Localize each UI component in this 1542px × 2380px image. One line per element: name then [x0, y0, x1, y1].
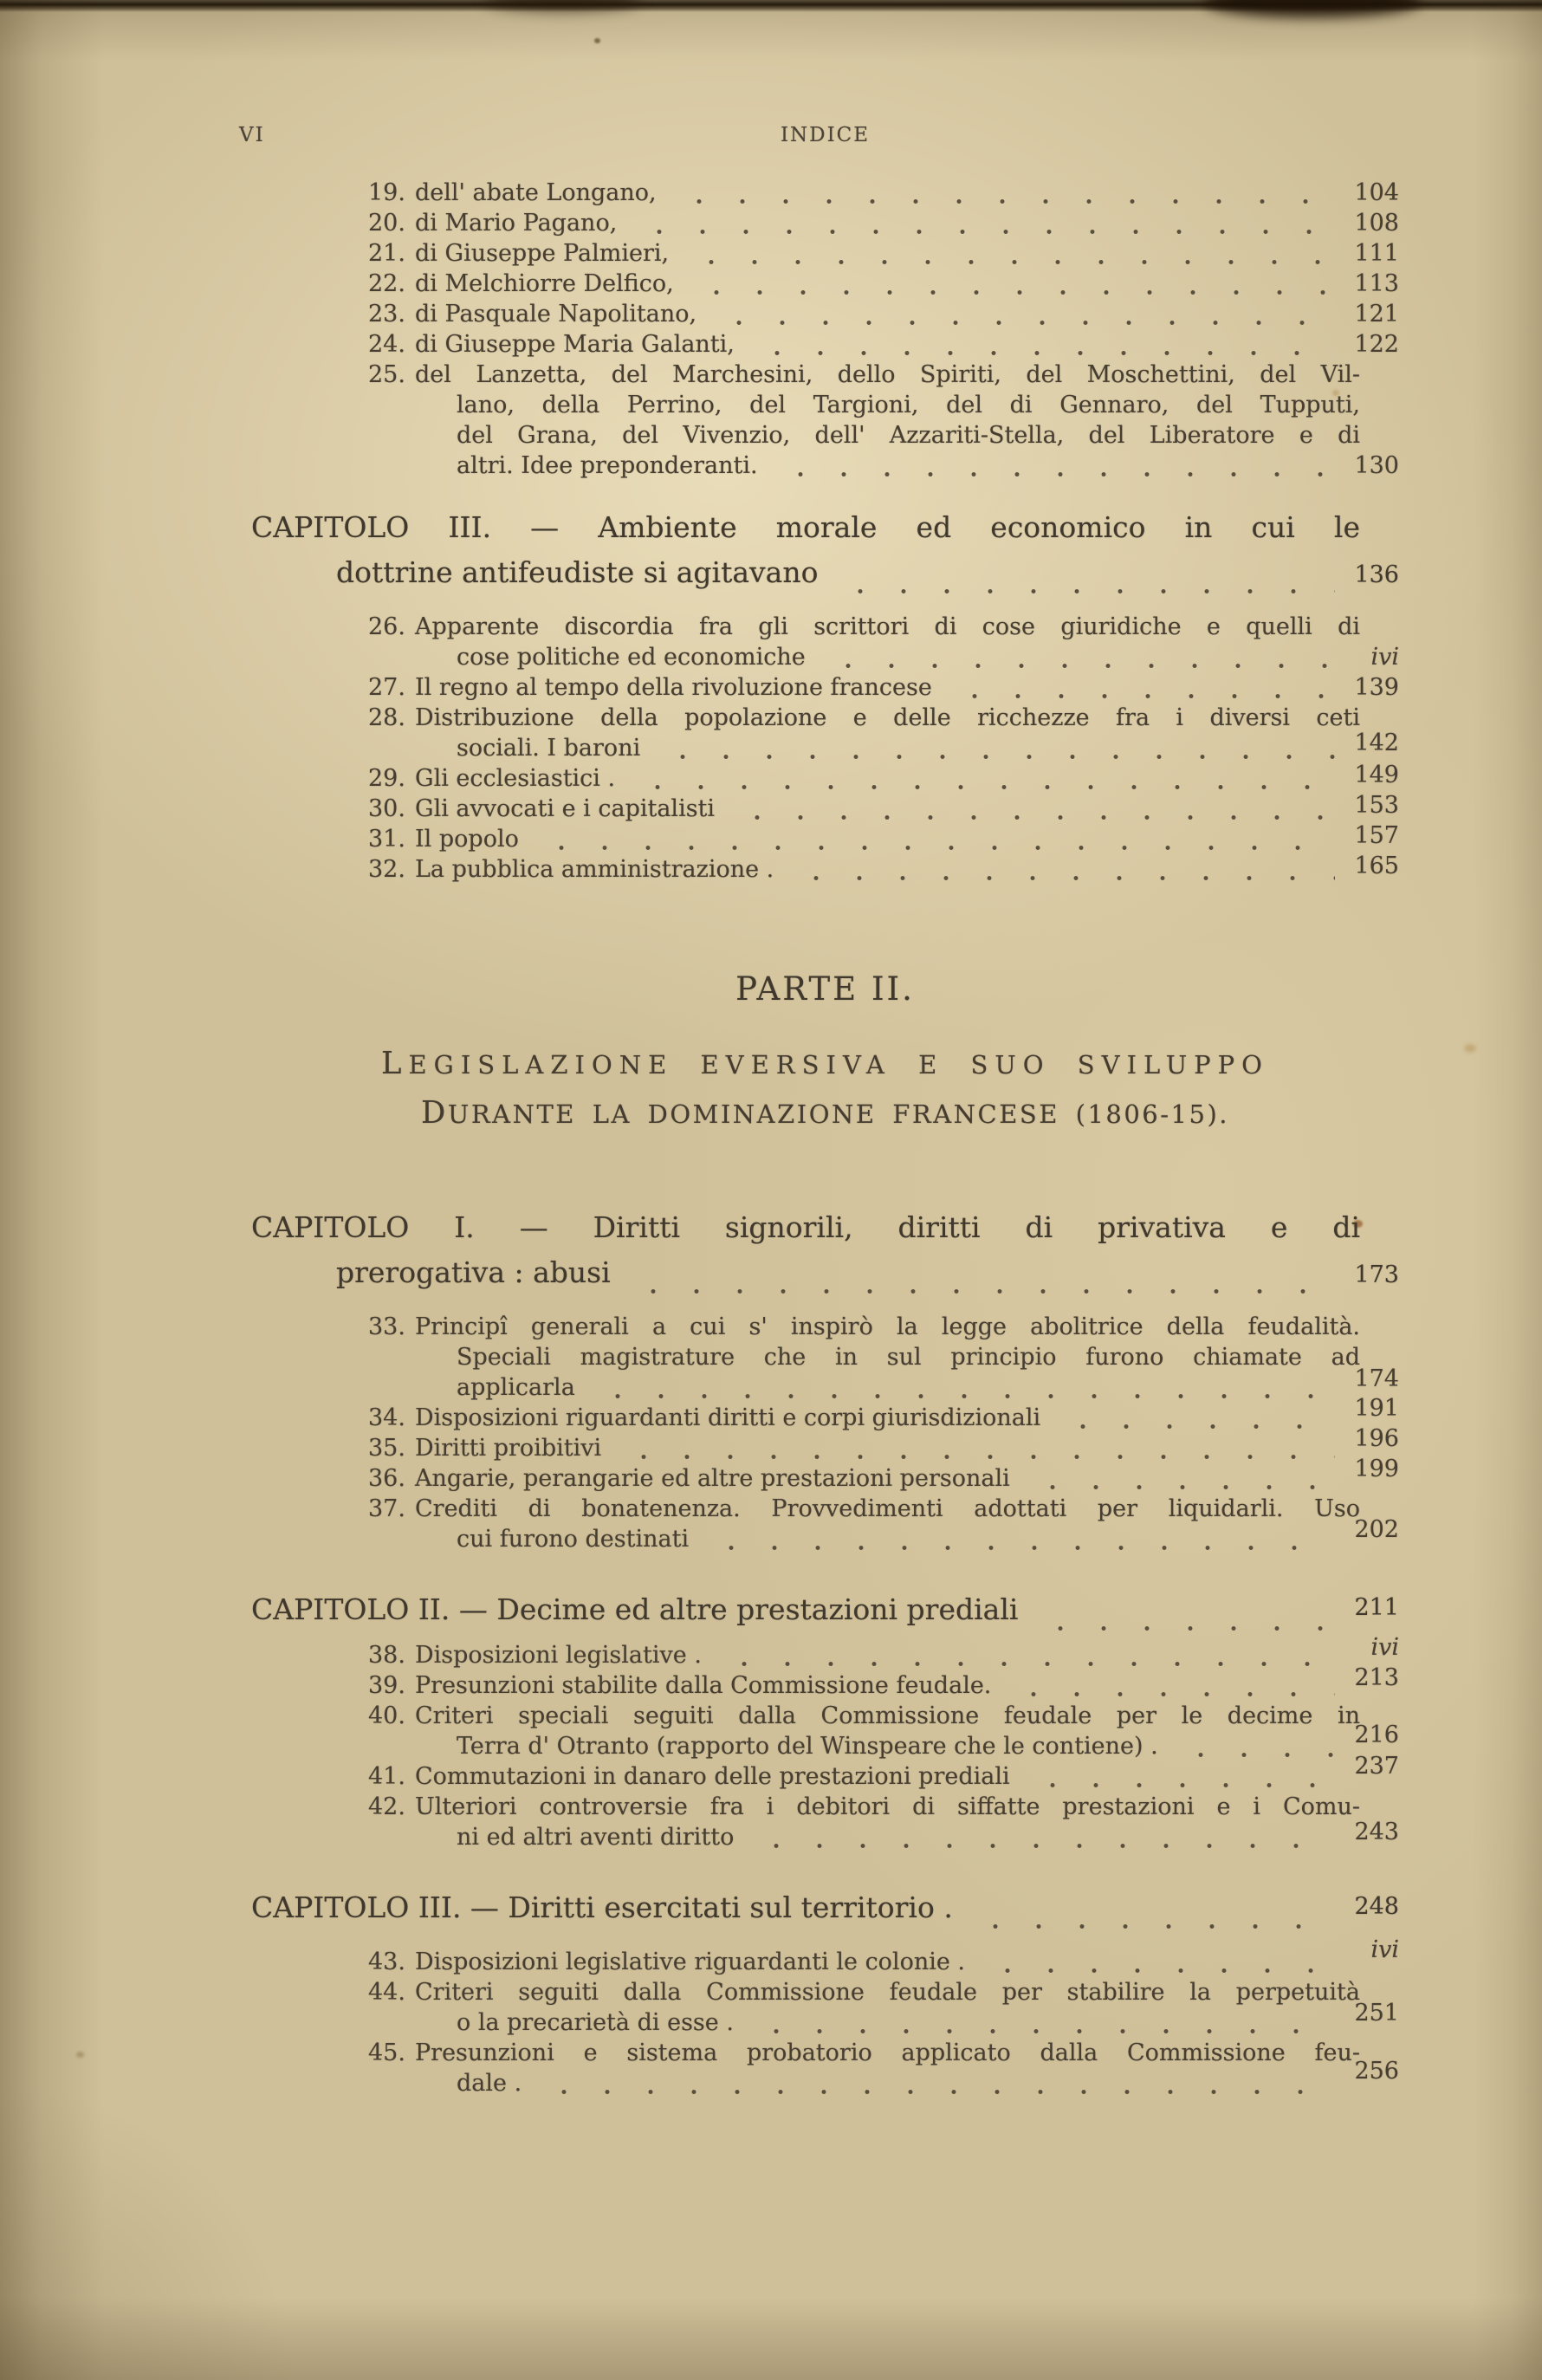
toc-entry — [251, 703, 1399, 733]
dot-leader — [1012, 1690, 1335, 1698]
entry-text: Crediti di bonatenenza. Provvedimenti adottati per liquidarli. Uso — [415, 1495, 1360, 1522]
toc-entry — [251, 612, 1399, 642]
chapter-title: CAPITOLO II. — Decime ed altre prestazioni prediali — [251, 1592, 1019, 1626]
page-number: 139 — [1354, 674, 1399, 701]
chapter-title: CAPITOLO I. — Diritti signorili, diritti di privativa e di — [251, 1210, 1360, 1244]
toc-entry — [251, 2038, 1399, 2068]
entry-text: di Mario Pagano, — [415, 210, 618, 237]
dot-leader — [636, 783, 1335, 791]
page-number: 216 — [1354, 1722, 1399, 1748]
dot-leader — [755, 1842, 1335, 1850]
entry-number: 22. — [368, 270, 405, 297]
page-number: 174 — [1354, 1365, 1399, 1392]
toc-entry — [251, 1792, 1399, 1822]
dot-leader — [839, 587, 1335, 595]
dot-leader — [1061, 1423, 1335, 1430]
page-number: 136 — [1354, 561, 1399, 588]
entry-text: Il regno al tempo della rivoluzione francese — [415, 674, 932, 701]
page-number: 121 — [1354, 301, 1399, 327]
toc — [251, 178, 1399, 2098]
entry-number: 28. — [368, 704, 405, 731]
dot-leader — [953, 692, 1335, 700]
dot-leader — [1031, 1781, 1335, 1789]
toc-cont — [251, 2000, 1399, 2038]
entry-number: 36. — [368, 1465, 405, 1492]
entry-text: Diritti proibitivi — [415, 1435, 602, 1462]
running-title: INDICE — [780, 124, 871, 146]
toc-entry — [251, 1977, 1399, 2007]
entry-text: Ulteriori controversie fra i debitori di siffatte prestazioni e i Comu- — [415, 1793, 1360, 1820]
toc-cont — [251, 1722, 1399, 1761]
toc-entry — [251, 1456, 1399, 1494]
toc-cont — [251, 390, 1399, 420]
entry-number: 35. — [368, 1435, 405, 1462]
toc-cont — [251, 1819, 1399, 1852]
entry-text: Gli ecclesiastici . — [415, 765, 616, 792]
dot-leader — [779, 470, 1335, 478]
entry-text: altri. Idee preponderanti. — [457, 452, 758, 479]
entry-text: Gli avvocati e i capitalisti — [415, 795, 716, 822]
page-number: ivi — [1370, 1936, 1399, 1963]
page-number: 142 — [1354, 730, 1399, 756]
toc-cont — [251, 1342, 1399, 1372]
dot-leader — [632, 1287, 1335, 1295]
entry-number: 40. — [368, 1702, 405, 1729]
toc-entry — [251, 1312, 1399, 1342]
page-edge-stain-top-right — [1204, 0, 1421, 17]
toc-entry — [251, 299, 1399, 329]
page-number: 104 — [1354, 179, 1399, 206]
toc-entry — [251, 672, 1399, 703]
toc-cont — [251, 730, 1399, 763]
entry-text: Disposizioni riguardanti diritti e corpi giurisdizionali — [415, 1404, 1041, 1431]
entry-text: Principî generali a cui s' inspirò la legge abolitrice della feudalità. — [415, 1313, 1360, 1340]
toc-chapter — [251, 1205, 1399, 1250]
entry-text: cose politiche ed economiche — [457, 644, 806, 671]
page-number: 153 — [1354, 792, 1399, 819]
entry-number: 34. — [368, 1404, 405, 1431]
toc-cont — [251, 420, 1399, 451]
dot-leader — [826, 662, 1335, 670]
page-number: 122 — [1354, 331, 1399, 358]
foxing-speck — [594, 38, 600, 43]
entry-text: dale . — [457, 2070, 522, 2097]
entry-text: applicarla — [457, 1374, 575, 1401]
entry-number: 25. — [368, 361, 405, 388]
folio-number: VI — [239, 124, 265, 146]
toc-entry — [251, 1425, 1399, 1463]
entry-text: di Melchiorre Delfico, — [415, 270, 674, 297]
dot-leader — [596, 1392, 1335, 1400]
page-number: 251 — [1354, 2000, 1399, 2027]
entry-number: 33. — [368, 1313, 405, 1340]
toc-chapter-cont — [251, 550, 1399, 598]
page-number: 248 — [1354, 1893, 1399, 1920]
page-number: 149 — [1354, 762, 1399, 788]
dot-leader — [695, 289, 1335, 296]
entry-number: 32. — [368, 856, 405, 883]
page-number: ivi — [1370, 1634, 1399, 1661]
entry-text: Presunzioni e sistema probatorio applicato dalla Commissione feu- — [415, 2040, 1360, 2066]
page-number: 113 — [1354, 270, 1399, 297]
dot-leader — [622, 1453, 1335, 1461]
entry-text: del Grana, del Vivenzio, dell' Azzariti-Stella, del Liberatore e di — [457, 422, 1360, 449]
dot-leader — [794, 874, 1335, 882]
toc-part-heading: PARTE II. — [735, 970, 915, 1008]
entry-number: 26. — [368, 613, 405, 640]
dot-leader — [542, 2088, 1335, 2096]
entry-number: 23. — [368, 301, 405, 327]
dot-leader — [638, 228, 1335, 236]
entry-text: di Pasquale Napolitano, — [415, 301, 697, 327]
page-number: 196 — [1354, 1425, 1399, 1452]
toc-chapter — [251, 505, 1399, 550]
dot-leader — [735, 814, 1335, 821]
dot-leader — [986, 1967, 1335, 1975]
page-number: 211 — [1354, 1594, 1399, 1621]
entry-text: ni ed altri aventi diritto — [457, 1824, 735, 1851]
toc-entry — [251, 269, 1399, 299]
entry-text: dell' abate Longano, — [415, 179, 657, 206]
dot-leader — [1179, 1751, 1335, 1759]
entry-text: Criteri seguiti dalla Commissione feudale per stabilire la perpetuità — [415, 1979, 1360, 2006]
entry-number: 24. — [368, 331, 405, 358]
toc-entry — [251, 1701, 1399, 1731]
toc-entry — [251, 238, 1399, 269]
toc-entry — [251, 1936, 1399, 1977]
entry-number: 44. — [368, 1979, 405, 2006]
entry-number: 45. — [368, 2040, 405, 2066]
dot-leader — [755, 349, 1335, 357]
entry-text: Disposizioni legislative riguardanti le colonie . — [415, 1949, 966, 1975]
toc-entry — [251, 208, 1399, 238]
page-number: 173 — [1354, 1261, 1399, 1288]
entry-text: lano, della Perrino, del Targioni, del di Gennaro, del Tupputi, — [457, 392, 1360, 418]
entry-text: Speciali magistrature che in sul principio furono chiamate ad — [457, 1344, 1360, 1371]
toc-entry — [251, 1634, 1399, 1670]
entry-number: 20. — [368, 210, 405, 237]
entry-number: 31. — [368, 826, 405, 853]
page-number: 108 — [1354, 210, 1399, 237]
toc-chapter — [251, 1587, 1399, 1635]
dot-leader — [1031, 1483, 1335, 1491]
toc-cont — [251, 1365, 1399, 1403]
toc-entry — [251, 794, 1399, 824]
dot-leader — [717, 319, 1335, 327]
dot-leader — [661, 753, 1335, 761]
entry-number: 37. — [368, 1495, 405, 1522]
page-number: 157 — [1354, 822, 1399, 849]
entry-text: di Giuseppe Palmieri, — [415, 240, 670, 267]
toc-entry — [251, 1753, 1399, 1792]
dot-leader — [709, 1544, 1335, 1552]
toc-cont — [251, 451, 1399, 481]
page-number: 111 — [1354, 240, 1399, 267]
page-number: 130 — [1354, 452, 1399, 479]
chapter-title: prerogativa : abusi — [336, 1255, 611, 1289]
toc-cont — [251, 642, 1399, 672]
entry-text: o la precarietà di esse . — [457, 2009, 734, 2036]
entry-text: Il popolo — [415, 826, 519, 853]
dot-leader — [755, 2027, 1335, 2035]
page-number: 237 — [1354, 1753, 1399, 1780]
page-number: ivi — [1370, 644, 1399, 671]
entry-number: 21. — [368, 240, 405, 267]
toc-entry — [251, 854, 1399, 885]
entry-text: La pubblica amministrazione . — [415, 856, 774, 883]
toc-entry — [251, 1395, 1399, 1433]
dot-leader — [690, 258, 1335, 266]
entry-text: cui furono destinati — [457, 1526, 690, 1553]
toc-cont — [251, 1516, 1399, 1554]
entry-number: 39. — [368, 1672, 405, 1699]
page-number: 199 — [1354, 1456, 1399, 1482]
entry-text: Terra d' Otranto (rapporto del Winspeare che le contiene) . — [457, 1733, 1158, 1760]
entry-text: di Giuseppe Maria Galanti, — [415, 331, 735, 358]
page-number: 256 — [1354, 2058, 1399, 2085]
toc-entry — [251, 1664, 1399, 1701]
dot-leader — [1039, 1624, 1335, 1632]
toc-part-subtitle2: DURANTE LA DOMINAZIONE FRANCESE (1806-15). — [421, 1095, 1229, 1131]
toc-entry — [251, 1494, 1399, 1524]
entry-number: 38. — [368, 1642, 405, 1669]
entry-text: sociali. I baroni — [457, 735, 641, 762]
chapter-title: CAPITOLO III. — Ambiente morale ed economico in cui le — [251, 510, 1360, 544]
entry-number: 29. — [368, 765, 405, 792]
entry-text: Distribuzione della popolazione e delle ricchezze fra i diversi ceti — [415, 704, 1360, 731]
entry-text: Presunzioni stabilite dalla Commissione feudale. — [415, 1672, 992, 1699]
entry-text: Angarie, perangarie ed altre prestazioni personali — [415, 1465, 1010, 1492]
dot-leader — [677, 198, 1335, 205]
dot-leader — [722, 1660, 1335, 1668]
toc-entry — [251, 763, 1399, 794]
entry-text: Criteri speciali seguiti dalla Commissione feudale per le decime in — [415, 1702, 1360, 1729]
page-number: 202 — [1354, 1516, 1399, 1543]
entry-text: Apparente discordia fra gli scrittori di cose giuridiche e quelli di — [415, 613, 1360, 640]
entry-number: 27. — [368, 674, 405, 701]
page-number: 191 — [1354, 1395, 1399, 1422]
entry-number: 30. — [368, 795, 405, 822]
chapter-title: dottrine antifeudiste si agitavano — [336, 555, 819, 589]
foxing-speck — [1464, 1044, 1476, 1053]
entry-number: 41. — [368, 1763, 405, 1790]
chapter-title: CAPITOLO III. — Diritti esercitati sul territorio . — [251, 1890, 953, 1924]
toc-cont — [251, 2058, 1399, 2098]
entry-number: 42. — [368, 1793, 405, 1820]
toc-chapter-cont — [251, 1250, 1399, 1298]
page-header — [239, 121, 1399, 149]
page-number: 213 — [1354, 1664, 1399, 1691]
toc-entry — [251, 360, 1399, 390]
foxing-speck — [76, 2052, 84, 2058]
dot-leader — [974, 1923, 1335, 1930]
page-number: 165 — [1354, 853, 1399, 879]
entry-number: 19. — [368, 179, 405, 206]
entry-text: Disposizioni legislative . — [415, 1642, 702, 1669]
entry-text: del Lanzetta, del Marchesini, dello Spiriti, del Moschettini, del Vil- — [415, 361, 1360, 388]
toc-chapter — [251, 1885, 1399, 1933]
page-number: 243 — [1354, 1819, 1399, 1845]
entry-text: Commutazioni in danaro delle prestazioni prediali — [415, 1763, 1010, 1790]
toc-entry — [251, 824, 1399, 854]
entry-number: 43. — [368, 1949, 405, 1975]
toc-entry — [251, 329, 1399, 360]
toc-part-subtitle: LEGISLAZIONE EVERSIVA E SUO SVILUPPO — [381, 1046, 1269, 1081]
toc-entry — [251, 178, 1399, 208]
dot-leader — [540, 844, 1335, 852]
